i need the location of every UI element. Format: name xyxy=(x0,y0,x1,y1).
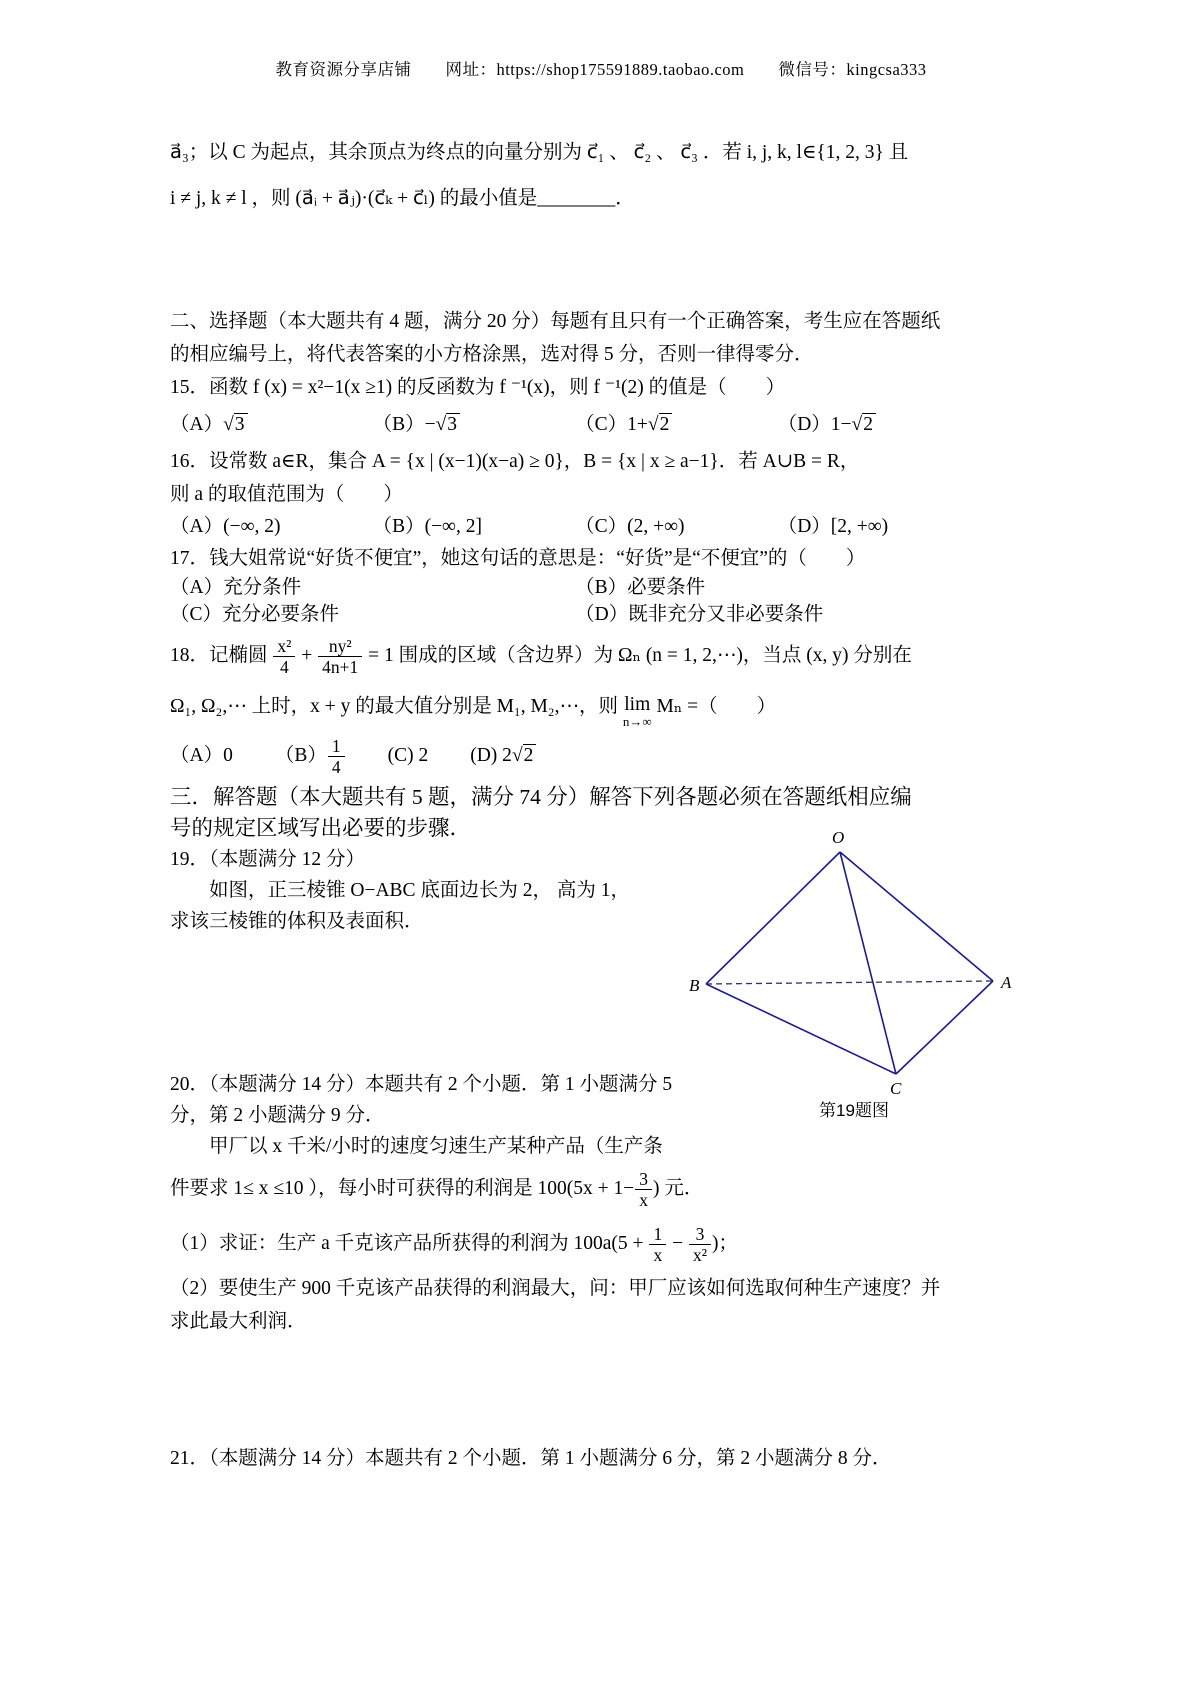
fraction-denominator: x xyxy=(649,1244,666,1265)
question-20-part-1 xyxy=(170,1216,1032,1272)
vertex-label-A: A xyxy=(1001,973,1012,992)
fraction-numerator: ny² xyxy=(328,635,352,656)
option-d: （D）[2, +∞) xyxy=(777,516,889,537)
text-run: = 1 围成的区域（含边界）为 Ωₙ (n = 1, 2,⋯)，当点 (x, y) 分别在 xyxy=(363,645,912,666)
fraction-numerator: x² xyxy=(277,635,292,656)
text-run: （C）1+ xyxy=(575,414,648,435)
question-21-line-1: 21．（本题满分 14 分）本题共有 2 个小题．第 1 小题满分 6 分，第 2 小题满分 8 分． xyxy=(170,1448,892,1469)
shop-header: 教育资源分享店铺 网址：https://shop175591889.taobao.com 微信号：kingcsa333 xyxy=(275,60,927,79)
question-20-part-2-line-2: 求此最大利润． xyxy=(170,1311,307,1332)
fraction-numerator: 1 xyxy=(653,1223,663,1244)
section-2-line-1: 二、选择题（本大题共有 4 题，满分 20 分）每题有且只有一个正确答案，考生应在答题纸 xyxy=(170,311,941,332)
question-14-fragment xyxy=(170,130,1032,222)
text-run: Mₙ =（ ） xyxy=(651,696,777,717)
sqrt-radicand: 2 xyxy=(523,744,537,767)
sqrt-radicand: 2 xyxy=(659,413,673,436)
option-b: （B）必要条件 xyxy=(575,577,706,598)
fraction-denominator: 4n+1 xyxy=(318,656,362,677)
sqrt-sign: √ xyxy=(511,745,523,766)
text-run: 18．记椭圆 xyxy=(170,645,273,666)
text-run: )； xyxy=(711,1233,738,1254)
question-18-line-2 xyxy=(170,684,1032,730)
sqrt-sign: √ xyxy=(647,414,659,435)
question-19-line-2: 如图，正三棱锥 O−ABC 底面边长为 2， 高为 1， xyxy=(170,880,631,901)
edge-BC xyxy=(706,984,896,1074)
fraction-denominator: x² xyxy=(689,1244,711,1265)
sqrt-sign: √ xyxy=(435,414,447,435)
text-run: Ω₁, Ω₂,⋯ 上时，x + y 的最大值分别是 M₁, M₂,⋯，则 xyxy=(170,696,623,717)
fraction-denominator: 4 xyxy=(273,656,295,677)
fraction-denominator: 4 xyxy=(328,756,345,777)
option-b: （B）(−∞, 2] xyxy=(372,516,482,537)
question-16-options xyxy=(170,511,1032,543)
option-c: （C）充分必要条件 xyxy=(170,604,340,625)
text-run: 件要求 1≤ x ≤10 ），每小时可获得的利润是 100(5x + 1− xyxy=(170,1178,635,1199)
sqrt-radicand: 3 xyxy=(446,413,460,436)
sqrt-sign: √ xyxy=(851,414,863,435)
sqrt-expression xyxy=(648,414,672,435)
fraction xyxy=(688,1224,712,1265)
option-b xyxy=(373,405,576,445)
vertex-label-O: O xyxy=(832,828,845,847)
option-a: （A）(−∞, 2) xyxy=(170,516,281,537)
edge-CA xyxy=(896,981,993,1074)
question-20-line-4 xyxy=(170,1162,730,1216)
fraction-numerator: 3 xyxy=(695,1223,705,1244)
section-3-line-1: 三．解答题（本大题共有 5 题，满分 74 分）解答下列各题必须在答题纸相应编 xyxy=(170,785,912,809)
fraction xyxy=(327,736,346,777)
question-21 xyxy=(170,1442,1032,1475)
question-16 xyxy=(170,445,1032,543)
sqrt-expression xyxy=(852,414,876,435)
fraction xyxy=(272,636,296,677)
edge-OA xyxy=(840,852,993,981)
text-run: （B）− xyxy=(372,414,436,435)
question-15-options xyxy=(170,405,1032,445)
question-20-line-3: 甲厂以 x 千米/小时的速度匀速生产某种产品（生产条 xyxy=(170,1136,663,1157)
question-15-stem: 15．函数 f (x) = x²−1(x ≥1) 的反函数为 f ⁻¹(x)，则 f ⁻¹(2) 的值是（ ） xyxy=(170,377,786,398)
question-18-line-1 xyxy=(170,628,1032,684)
edge-BA-dashed xyxy=(706,981,993,984)
edge-OC xyxy=(840,852,896,1074)
question-17-options-row-2 xyxy=(170,601,1032,628)
sqrt-expression xyxy=(436,414,460,435)
edge-OB xyxy=(706,852,840,984)
question-18 xyxy=(170,628,1032,782)
limit-sign: lim xyxy=(624,693,651,715)
section-3-line-2: 号的规定区域写出必要的步骤． xyxy=(170,816,472,840)
question-20-line-1: 20．（本题满分 14 分）本题共有 2 个小题．第 1 小题满分 5 xyxy=(170,1074,673,1095)
section-2-line-2: 的相应编号上，将代表答案的小方格涂黑，选对得 5 分，否则一律得零分． xyxy=(170,344,814,365)
fraction-numerator: 3 xyxy=(639,1168,649,1189)
text-run: （D）1− xyxy=(777,414,852,435)
option-b: （B） xyxy=(274,745,327,766)
question-17 xyxy=(170,543,1032,628)
figure-caption: 第19题图 xyxy=(819,1101,889,1120)
vertex-label-B: B xyxy=(689,976,700,995)
text-run: − xyxy=(667,1233,688,1254)
fraction xyxy=(634,1169,653,1210)
text-run: ) 元． xyxy=(653,1178,704,1199)
option-c xyxy=(575,405,778,445)
option-a: （A）0 xyxy=(170,745,233,766)
tetrahedron-edges xyxy=(706,852,993,1074)
question-20-part-2-line-1: （2）要使生产 900 千克该产品获得的利润最大，问：甲厂应该如何选取何种生产速度？并 xyxy=(170,1278,941,1299)
question-15 xyxy=(170,371,1032,445)
fraction-numerator: 1 xyxy=(331,735,341,756)
question-16-line-1: 16．设常数 a∈R，集合 A = {x | (x−1)(x−a) ≥ 0}，B = {x | x ≥ a−1}．若 A∪B = R， xyxy=(170,451,860,472)
question-19-line-3: 求该三棱锥的体积及表面积． xyxy=(170,911,424,932)
tetrahedron-figure xyxy=(688,828,1020,1100)
vertex-label-C: C xyxy=(890,1079,902,1098)
fraction xyxy=(317,636,363,677)
fraction-denominator: x xyxy=(635,1189,652,1210)
sqrt-expression xyxy=(512,745,536,766)
fragment-line-1: a⃗₃；以 C 为起点，其余顶点为终点的向量分别为 c⃗₁ 、 c⃗₂ 、 c⃗₃ ．若 i, j, k, l∈{1, 2, 3} 且 xyxy=(170,142,909,163)
option-a xyxy=(170,405,373,445)
sqrt-radicand: 3 xyxy=(234,413,248,436)
question-17-stem: 17．钱大姐常说“好货不便宜”，她这句话的意思是：“好货”是“不便宜”的（ ） xyxy=(170,548,866,569)
option-d: (D) 2 xyxy=(470,745,512,766)
fraction xyxy=(648,1224,667,1265)
question-20-line-2: 分，第 2 小题满分 9 分． xyxy=(170,1105,385,1126)
limit-subscript: n→∞ xyxy=(622,714,652,729)
sqrt-radicand: 2 xyxy=(862,413,876,436)
option-c: （C）(2, +∞) xyxy=(575,516,685,537)
fragment-line-2: i ≠ j, k ≠ l ，则 (a⃗ᵢ + a⃗ⱼ)·(c⃗ₖ + c⃗ₗ) 的最小值是________． xyxy=(170,188,635,209)
question-17-options-row-1 xyxy=(170,574,1032,601)
sqrt-expression xyxy=(223,414,247,435)
text-run: （1）求证：生产 a 千克该产品所获得的利润为 100a(5 + xyxy=(170,1233,649,1254)
question-16-line-2: 则 a 的取值范围为（ ） xyxy=(170,484,403,505)
option-d xyxy=(778,405,876,445)
question-19-line-1: 19．（本题满分 12 分） xyxy=(170,849,366,870)
question-18-options xyxy=(170,730,1032,782)
section-2-choice-header xyxy=(170,305,1032,371)
option-d: （D）既非充分又非必要条件 xyxy=(575,604,824,625)
sqrt-sign: √ xyxy=(223,414,234,435)
option-a: （A）充分条件 xyxy=(170,577,302,598)
text-run: + xyxy=(296,645,318,666)
text-run: （A） xyxy=(170,414,224,435)
question-19-figure xyxy=(688,828,1020,1122)
limit-expression xyxy=(623,695,652,729)
option-c: (C) 2 xyxy=(387,745,429,766)
